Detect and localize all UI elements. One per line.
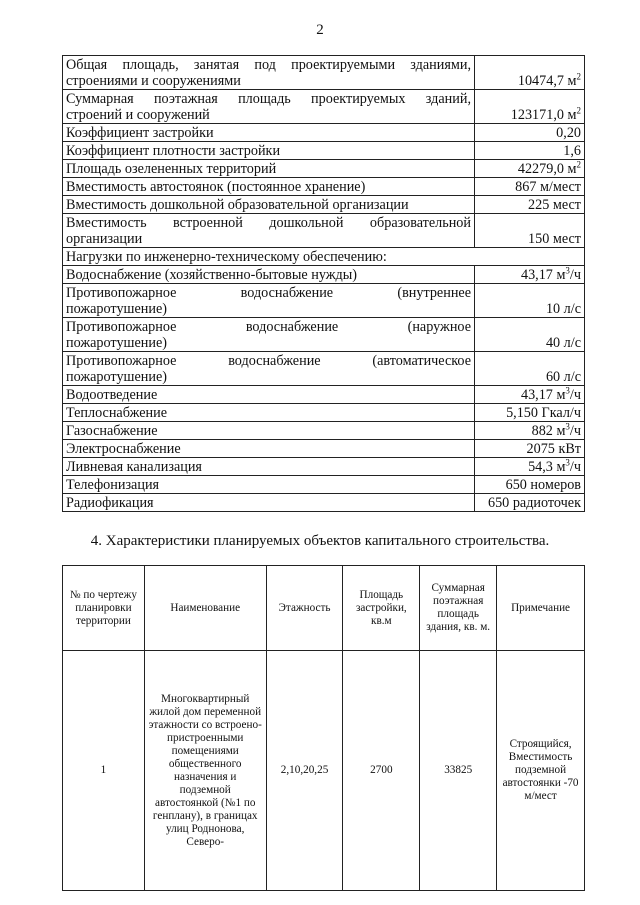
parameter-row	[63, 214, 585, 248]
parameter-label: Коэффициент плотности застройки	[63, 142, 475, 160]
objects-cell: 2700	[343, 651, 420, 891]
objects-cell: 33825	[420, 651, 497, 891]
parameter-label: Электроснабжение	[63, 440, 475, 458]
parameter-value-text: 10 л/с	[545, 301, 581, 317]
parameter-label	[63, 318, 475, 352]
unit-tail: /ч	[569, 387, 581, 403]
parameter-row	[63, 142, 585, 160]
parameter-value-text: 150 мест	[528, 231, 581, 247]
unit-tail: /ч	[569, 423, 581, 439]
objects-cell: 2,10,20,25	[266, 651, 343, 891]
parameter-value	[475, 404, 585, 422]
parameter-value	[475, 90, 585, 124]
parameter-label-line: Противопожарное водоснабжение (автоматическое	[66, 353, 471, 369]
parameter-value	[475, 56, 585, 90]
unit-superscript: 2	[576, 159, 581, 170]
parameter-label: Водоснабжение (хозяйственно-бытовые нужды)	[63, 266, 475, 284]
parameter-value	[475, 160, 585, 178]
parameter-label-line: строений и сооружений	[66, 107, 210, 123]
objects-header-cell: Примечание	[497, 566, 585, 651]
parameter-value-text: 40 л/с	[545, 335, 581, 351]
parameter-value	[475, 386, 585, 404]
parameter-label: Вместимость автостоянок (постоянное хранение)	[63, 178, 475, 196]
parameter-row	[63, 56, 585, 90]
parameter-label: Ливневая канализация	[63, 458, 475, 476]
parameter-value	[475, 440, 585, 458]
parameter-value	[475, 284, 585, 318]
parameter-value-text: 867 м/мест	[515, 179, 581, 195]
parameter-value	[475, 476, 585, 494]
parameter-value	[475, 458, 585, 476]
parameter-label-line: строениями и сооружениями	[66, 73, 241, 89]
parameter-value-text: 225 мест	[528, 197, 581, 213]
parameter-value-text: 123171,0 м	[510, 107, 577, 123]
objects-cell: Многоквартирный жилой дом переменной этажности со встроено-пристроенными помещениями общественного назначения и подземной автостоянкой (№1 по генплану), в границах улиц Роднонова, Северо-	[144, 651, 266, 891]
objects-header-cell: Наименование	[144, 566, 266, 651]
parameter-row	[63, 124, 585, 142]
parameter-value	[475, 422, 585, 440]
parameter-label-line: Противопожарное водоснабжение (наружное	[66, 319, 471, 335]
objects-table	[62, 565, 585, 891]
parameter-row	[63, 284, 585, 318]
parameter-value	[475, 196, 585, 214]
unit-superscript: 3	[565, 457, 570, 468]
unit-superscript: 2	[576, 105, 581, 116]
unit-superscript: 2	[576, 71, 581, 82]
parameter-value-text: 2075 кВт	[526, 441, 581, 457]
objects-cell: 1	[63, 651, 145, 891]
parameter-value-text: 54,3 м	[528, 459, 566, 475]
parameter-row	[63, 440, 585, 458]
parameter-label: Площадь озелененных территорий	[63, 160, 475, 178]
parameter-value-text: 60 л/с	[545, 369, 581, 385]
unit-tail: /ч	[569, 459, 581, 475]
parameter-value	[475, 494, 585, 512]
parameter-label: Теплоснабжение	[63, 404, 475, 422]
parameter-row	[63, 476, 585, 494]
unit-superscript: 3	[565, 265, 570, 276]
parameter-row	[63, 422, 585, 440]
parameter-label: Телефонизация	[63, 476, 475, 494]
parameter-value	[475, 178, 585, 196]
parameter-label-line: пожаротушение)	[66, 369, 167, 385]
parameter-label	[63, 90, 475, 124]
parameter-value-text: 42279,0 м	[517, 161, 577, 177]
objects-header-cell: Суммарная поэтажная площадь здания, кв. м.	[420, 566, 497, 651]
parameter-value-text: 0,20	[556, 125, 581, 141]
parameter-row	[63, 458, 585, 476]
parameter-value	[475, 124, 585, 142]
parameter-section-label: Нагрузки по инженерно-техническому обеспечению:	[63, 248, 585, 266]
parameter-value-text: 43,17 м	[520, 267, 566, 283]
parameter-label: Водоотведение	[63, 386, 475, 404]
parameter-row	[63, 318, 585, 352]
parameter-value-text: 43,17 м	[520, 387, 566, 403]
objects-cell: Строящийся, Вместимость подземной автостоянки -70 м/мест	[497, 651, 585, 891]
parameter-value	[475, 318, 585, 352]
parameter-label-line: Суммарная поэтажная площадь проектируемых зданий,	[66, 91, 471, 107]
parameter-label: Радиофикация	[63, 494, 475, 512]
parameter-value	[475, 214, 585, 248]
objects-header-cell: Этажность	[266, 566, 343, 651]
parameter-label	[63, 56, 475, 90]
parameter-value	[475, 266, 585, 284]
parameters-table	[62, 55, 585, 512]
parameter-value-text: 650 номеров	[505, 477, 581, 493]
parameter-label	[63, 214, 475, 248]
parameter-label	[63, 352, 475, 386]
section-title: 4. Характеристики планируемых объектов капитального строительства.	[90, 533, 550, 549]
parameter-value-text: 1,6	[563, 143, 581, 159]
parameter-row	[63, 160, 585, 178]
parameter-label-line: пожаротушение)	[66, 335, 167, 351]
parameter-row	[63, 266, 585, 284]
parameter-row	[63, 196, 585, 214]
unit-tail: /ч	[569, 267, 581, 283]
parameter-label-line: Противопожарное водоснабжение (внутреннее	[66, 285, 471, 301]
parameter-label: Коэффициент застройки	[63, 124, 475, 142]
parameter-row	[63, 404, 585, 422]
parameter-row	[63, 494, 585, 512]
parameter-value-text: 882 м	[531, 423, 566, 439]
objects-row	[63, 651, 585, 891]
page-number: 2	[316, 22, 324, 38]
parameter-row	[63, 90, 585, 124]
parameter-value	[475, 352, 585, 386]
parameter-label-line: организации	[66, 231, 143, 247]
parameter-label: Вместимость дошкольной образовательной организации	[63, 196, 475, 214]
parameter-row	[63, 386, 585, 404]
objects-header-cell: Площадь застройки, кв.м	[343, 566, 420, 651]
parameter-value	[475, 142, 585, 160]
parameter-value-text: 650 радиоточек	[487, 495, 581, 511]
parameter-value-text: 5,150 Гкал/ч	[506, 405, 581, 421]
parameter-row	[63, 248, 585, 266]
parameter-label-line: пожаротушение)	[66, 301, 167, 317]
parameter-label	[63, 284, 475, 318]
parameter-row	[63, 178, 585, 196]
unit-superscript: 3	[565, 385, 570, 396]
parameter-value-text: 10474,7 м	[517, 73, 577, 89]
parameter-label-line: Общая площадь, занятая под проектируемыми зданиями,	[66, 57, 471, 73]
parameter-label-line: Вместимость встроенной дошкольной образовательной	[66, 215, 471, 231]
parameter-label: Газоснабжение	[63, 422, 475, 440]
unit-superscript: 3	[565, 421, 570, 432]
objects-header-row	[63, 566, 585, 651]
parameter-row	[63, 352, 585, 386]
objects-header-cell: № по чертежу планировки территории	[63, 566, 145, 651]
